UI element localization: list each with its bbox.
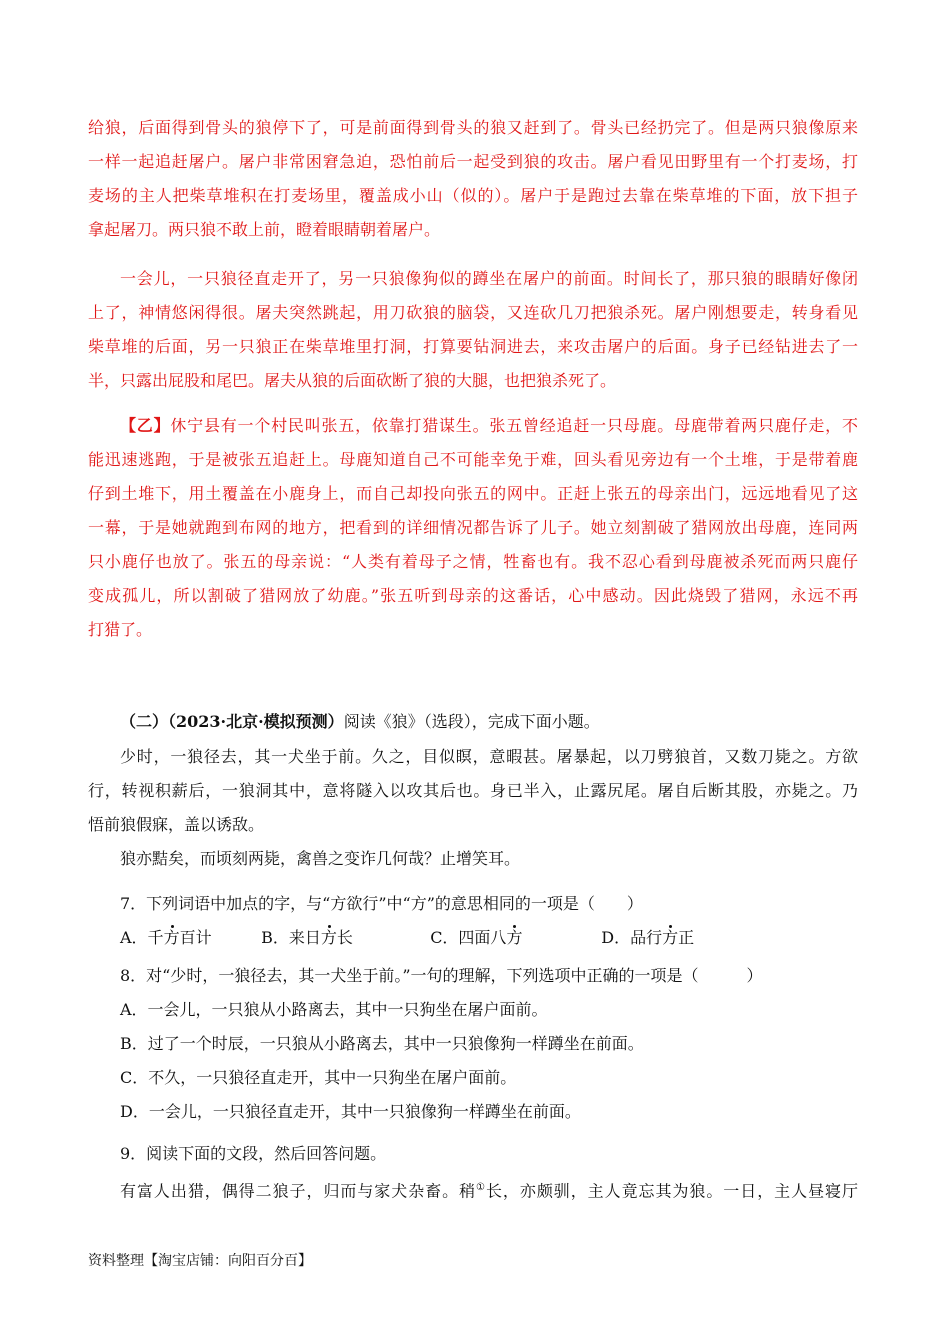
option-d[interactable]: D．一会儿，一只狼径直走开，其中一只狼像狗一样蹲坐在前面。 — [120, 1102, 581, 1121]
text-line: 拿起屠刀。两只狼不敢上前，瞪着眼睛朝着屠户。 — [88, 220, 441, 239]
section-source: （二）（2023·北京·模拟预测） — [120, 712, 344, 731]
yi-tag: 【乙】 — [120, 416, 171, 435]
text-line: 狼亦黠矣，而顷刻两毙，禽兽之变诈几何哉？止增笑耳。 — [120, 849, 521, 868]
text-line: 悟前狼假寐，盖以诱敌。 — [88, 815, 265, 834]
classical-passage — [88, 740, 858, 876]
text-line: 能迅速逃跑，于是被张五追赶上。母鹿知道自己不可能幸免于难，回头看见旁边有一个土堆，于是带着鹿 — [88, 450, 858, 469]
section-instruction: 阅读《狼》（选段），完成下面小题。 — [343, 712, 600, 731]
question-8 — [88, 959, 858, 1129]
text-line: 变成孤儿，所以割破了猎网放了幼鹿。”张五听到母亲的这番话，心中感动。因此烧毁了猎网，永远不再 — [88, 586, 858, 605]
option-c[interactable]: C．不久，一只狼径直走开，其中一只狗坐在屠户面前。 — [120, 1068, 517, 1087]
page-footer: 资料整理【淘宝店铺：向阳百分百】 — [88, 1253, 312, 1269]
translation-paragraph-1 — [88, 111, 858, 247]
text-line: 给狼，后面得到骨头的狼停下了，可是前面得到骨头的狼又赶到了。骨头已经扔完了。但是两只狼像原来 — [88, 118, 858, 137]
text-line: 上了，神情悠闲得很。屠夫突然跳起，用刀砍狼的脑袋，又连砍几刀把狼杀死。屠户刚想要走，转身看见 — [88, 303, 858, 322]
text-line: 一幕，于是她就跑到布网的地方，把看到的详细情况都告诉了儿子。她立刻割破了猎网放出母鹿，连同两 — [88, 518, 858, 537]
text-line: 行，转视积薪后，一狼洞其中，意将隧入以攻其后也。身已半入，止露尻尾。屠自后断其股，亦毙之。乃 — [88, 781, 858, 800]
question-options — [88, 921, 858, 955]
text-segment: 休宁县有一个村民叫张五，依靠打猎谋生。张五曾经追赶一只母鹿。母鹿带着两只鹿仔走，不 — [170, 416, 858, 435]
option-d[interactable]: D．品行方正 — [601, 928, 695, 947]
text-line — [120, 705, 890, 739]
question-7 — [88, 887, 858, 955]
footnote-marker: ① — [476, 1182, 486, 1193]
section-heading — [88, 705, 890, 739]
option-a[interactable]: A．一会儿，一只狼从小路离去，其中一只狗坐在屠户面前。 — [120, 1000, 548, 1019]
option-a[interactable]: A．千方百计 — [120, 928, 212, 947]
translation-paragraph-2 — [88, 262, 858, 398]
translation-paragraph-yi — [88, 409, 858, 647]
text-line: 麦场的主人把柴草堆积在打麦场里，覆盖成小山（似的）。屠户于是跑过去靠在柴草堆的下面，放下担子 — [88, 186, 858, 205]
text-line: 少时，一狼径去，其一犬坐于前。久之，目似瞑，意暇甚。屠暴起，以刀劈狼首，又数刀毙之。方欲 — [120, 747, 858, 766]
text-line: 仔到土堆下，用土覆盖在小鹿身上，而自己却投向张五的网中。正赶上张五的母亲出门，远远地看见了这 — [88, 484, 858, 503]
text-line: 只小鹿仔也放了。张五的母亲说：“人类有着母子之情，牲畜也有。我不忍心看到母鹿被杀死而两只鹿仔 — [88, 552, 858, 571]
text-line: 柴草堆的后面，另一只狼正在柴草堆里打洞，打算要钻洞进去，来攻击屠户的后面。身子已经钻进去了一 — [88, 337, 858, 356]
option-c[interactable]: C．四面八方 — [430, 928, 523, 947]
option-b[interactable]: B．来日方长 — [261, 928, 353, 947]
option-b[interactable]: B．过了一个时辰，一只狼从小路离去，其中一只狼像狗一样蹲坐在前面。 — [120, 1034, 644, 1053]
text-line: 一会儿，一只狼径直走开了，另一只狼像狗似的蹲坐在屠户的前面。时间长了，那只狼的眼睛好像闭 — [120, 269, 858, 288]
text-line: 一样一起追赶屠户。屠户非常困窘急迫，恐怕前后一起受到狼的攻击。屠户看见田野里有一个打麦场，打 — [88, 152, 858, 171]
text-line: 半，只露出屁股和尾巴。屠夫从狼的后面砍断了狼的大腿，也把狼杀死了。 — [88, 371, 617, 390]
question-stem: 7．下列词语中加点的字，与“方欲行”中“方”的意思相同的一项是（ ） — [120, 894, 643, 913]
question-stem: 9．阅读下面的文段，然后回答问题。 — [120, 1144, 387, 1163]
question-9 — [88, 1137, 858, 1205]
text-line: 打猎了。 — [88, 620, 153, 639]
question-text: 有富人出猎，偶得二狼子，归而与家犬杂畜。稍①长，亦颇驯，主人竟忘其为狼。一日，主人昼寝厅 — [120, 1181, 858, 1201]
question-stem: 8．对“少时，一狼径去，其一犬坐于前。”一句的理解，下列选项中正确的一项是（ ） — [120, 966, 763, 985]
text-line — [88, 409, 858, 443]
